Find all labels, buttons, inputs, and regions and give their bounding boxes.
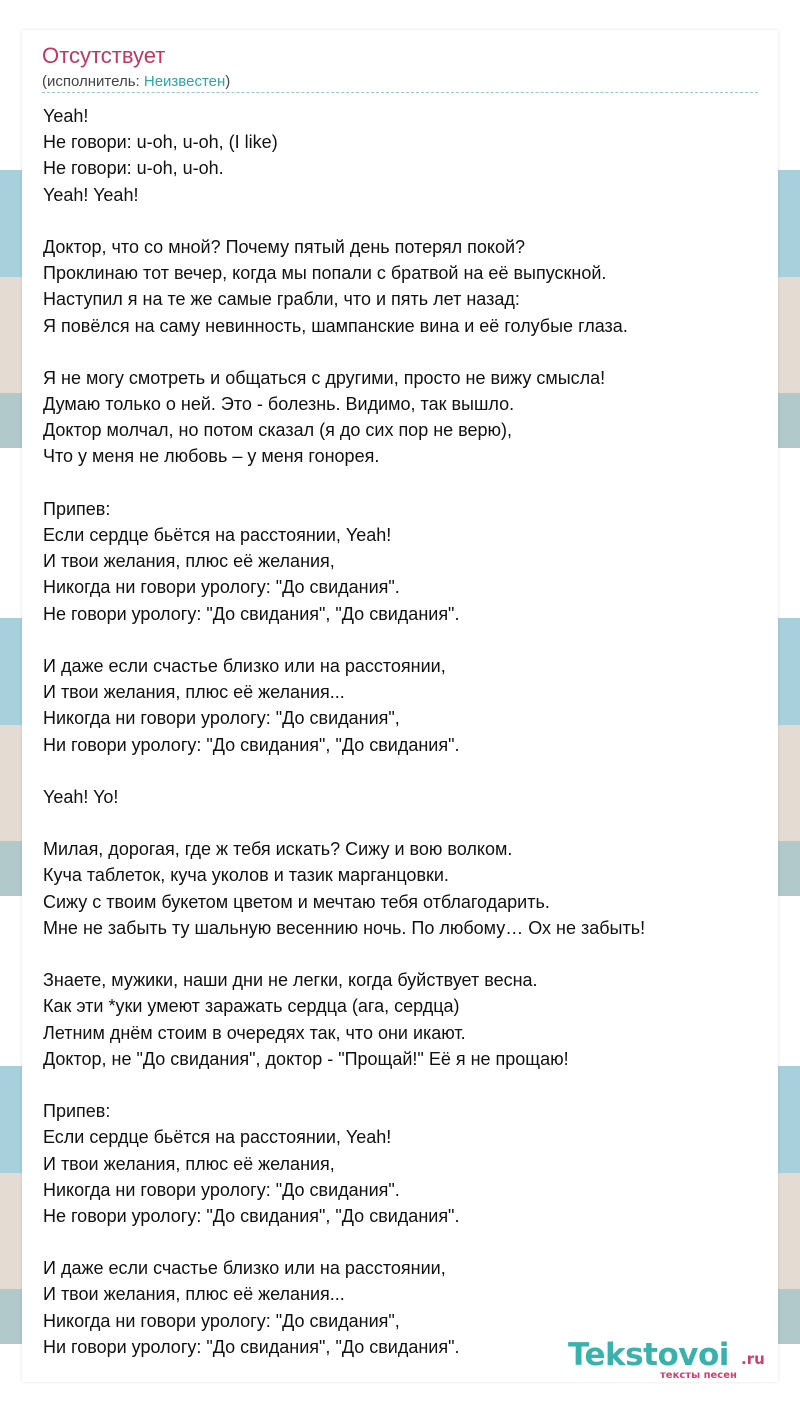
lyric-line: И твои желания, плюс её желания... bbox=[43, 1284, 345, 1305]
lyric-line: И твои желания, плюс её желания, bbox=[43, 1153, 335, 1174]
lyric-line: Как эти *уки умеют заражать сердца (ага, сердца) bbox=[43, 996, 460, 1017]
lyric-line: И твои желания, плюс её желания... bbox=[43, 682, 345, 703]
lyric-line: Не говори: u-oh, u-oh, (I like) bbox=[43, 132, 278, 153]
lyric-line: Проклинаю тот вечер, когда мы попали с братвой на её выпускной. bbox=[43, 263, 607, 284]
lyric-line: И даже если счастье близко или на расстоянии, bbox=[43, 1258, 446, 1279]
lyric-line: Мне не забыть ту шальную весеннию ночь. По любому… Ох не забыть! bbox=[43, 917, 646, 938]
lyric-line: Куча таблеток, куча уколов и тазик марганцовки. bbox=[43, 865, 449, 886]
lyric-line: Yeah! Yeah! bbox=[43, 184, 139, 205]
lyric-line: Если сердце бьётся на расстоянии, Yeah! bbox=[43, 1127, 392, 1148]
artist-line bbox=[42, 72, 230, 92]
lyric-line: Доктор молчал, но потом сказал (я до сих пор не верю), bbox=[43, 420, 513, 441]
logo-tagline: тексты песен bbox=[660, 1370, 737, 1381]
stanza-gap bbox=[43, 1072, 763, 1098]
lyric-line: Сижу с твоим букетом цветом и мечтаю тебя отблагодарить. bbox=[43, 891, 550, 912]
lyric-line: Доктор, что со мной? Почему пятый день потерял покой? bbox=[43, 236, 526, 257]
lyrics-body bbox=[43, 103, 763, 1360]
lyric-line: Милая, дорогая, где ж тебя искать? Сижу и вою волком. bbox=[43, 839, 513, 860]
lyric-line: Думаю только о ней. Это - болезнь. Видимо, так вышло. bbox=[43, 394, 515, 415]
stanza-gap bbox=[43, 627, 763, 653]
lyric-line: Припев: bbox=[43, 1101, 111, 1122]
lyric-line: Я повёлся на саму невинность, шампанские вина и её голубые глаза. bbox=[43, 315, 628, 336]
lyric-line: И твои желания, плюс её желания, bbox=[43, 551, 335, 572]
lyric-line: Никогда ни говори урологу: "До свидания", bbox=[43, 708, 400, 729]
lyric-line: Я не могу смотреть и общаться с другими, просто не вижу смысла! bbox=[43, 367, 606, 388]
stanza-gap bbox=[43, 941, 763, 967]
lyric-line: Ни говори урологу: "До свидания", "До свидания". bbox=[43, 1336, 460, 1357]
lyric-line: Не говори: u-oh, u-oh. bbox=[43, 158, 224, 179]
site-logo[interactable] bbox=[568, 1336, 778, 1386]
stanza-gap bbox=[43, 810, 763, 836]
logo-wordmark: Tekstovoi bbox=[568, 1337, 729, 1373]
lyric-line: Не говори урологу: "До свидания", "До свидания". bbox=[43, 603, 460, 624]
lyric-line: И даже если счастье близко или на расстоянии, bbox=[43, 655, 446, 676]
lyric-line: Знаете, мужики, наши дни не легки, когда буйствует весна. bbox=[43, 970, 538, 991]
artist-suffix: ) bbox=[225, 73, 231, 90]
lyric-line: Если сердце бьётся на расстоянии, Yeah! bbox=[43, 525, 392, 545]
artist-prefix: (исполнитель: bbox=[42, 73, 144, 90]
lyric-line: Ни говори урологу: "До свидания", "До свидания". bbox=[43, 734, 460, 755]
lyric-line: Доктор, не "До свидания", доктор - "Прощай!" Её я не прощаю! bbox=[43, 1048, 569, 1069]
lyric-line: Yeah! bbox=[43, 106, 89, 126]
lyric-line: Припев: bbox=[43, 498, 111, 519]
lyric-line: Никогда ни говори урологу: "До свидания". bbox=[43, 577, 400, 598]
stanza-gap bbox=[43, 470, 763, 496]
song-title: Отсутствует bbox=[42, 43, 166, 68]
lyric-line: Никогда ни говори урологу: "До свидания", bbox=[43, 1310, 400, 1331]
stanza-gap bbox=[43, 339, 763, 365]
stanza-gap bbox=[43, 758, 763, 784]
lyric-line: Летним днём стоим в очередях так, что они икают. bbox=[43, 1022, 466, 1043]
lyric-line: Yeah! Yo! bbox=[43, 786, 119, 807]
header-divider bbox=[42, 92, 758, 93]
lyric-line: Наступил я на те же самые грабли, что и пять лет назад: bbox=[43, 289, 520, 310]
stanza-gap bbox=[43, 208, 763, 234]
stanza-gap bbox=[43, 1229, 763, 1255]
logo-domain: .ru bbox=[741, 1350, 765, 1368]
lyric-line: Никогда ни говори урологу: "До свидания". bbox=[43, 1179, 400, 1200]
lyric-line: Не говори урологу: "До свидания", "До свидания". bbox=[43, 1205, 460, 1226]
artist-link[interactable]: Неизвестен bbox=[143, 73, 226, 90]
lyric-line: Что у меня не любовь – у меня гонорея. bbox=[43, 446, 380, 467]
